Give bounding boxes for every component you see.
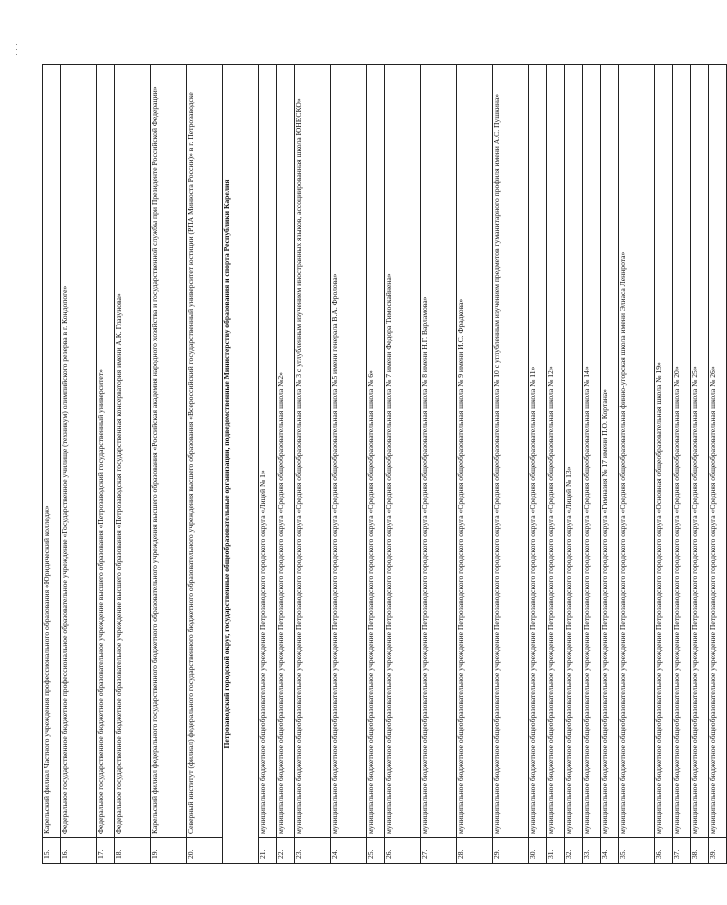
table-row — [259, 65, 277, 864]
row-number-cell: 19. — [151, 838, 187, 864]
organization-name-cell: Федеральное государственное бюджетное образовательное учреждение высшего образования «Петрозаводская государственная консерватория имени А.К. Глазунова» — [115, 65, 151, 838]
row-number-cell: 18. — [115, 838, 151, 864]
row-number-cell: 16. — [61, 838, 97, 864]
organization-name-cell: муниципальное бюджетное общеобразовательное учреждение Петрозаводского городского округа «Лицей № 1» — [259, 65, 277, 838]
section-header-row — [223, 65, 259, 864]
row-number-cell: 22. — [277, 838, 295, 864]
row-number-cell: 30. — [529, 838, 547, 864]
row-number-cell: 25. — [367, 838, 385, 864]
row-number-cell: 32. — [565, 838, 583, 864]
row-number-cell: 36. — [655, 838, 673, 864]
table-row — [709, 65, 727, 864]
table-row — [331, 65, 367, 864]
organization-name-cell: муниципальное бюджетное общеобразовательное учреждение Петрозаводского городского округа «Средняя общеобразовательная школа №2» — [277, 65, 295, 838]
table-row — [673, 65, 691, 864]
row-number-cell: 21. — [259, 838, 277, 864]
row-number-cell: 34. — [601, 838, 619, 864]
organization-name-cell: муниципальное бюджетное общеобразовательное учреждение Петрозаводского городского округа «Основная общеобразовательная школа № 19» — [655, 65, 673, 838]
organization-name-cell: муниципальное бюджетное общеобразовательное учреждение Петрозаводского городского округа «Средняя общеобразовательная школа № 9 имени И.С. Фрадкова» — [457, 65, 493, 838]
table-row — [529, 65, 547, 864]
organization-name-cell: Федеральное государственное бюджетное образовательное учреждение высшего образования «Петрозаводский государственный университет» — [97, 65, 115, 838]
table-row — [115, 65, 151, 864]
table-row — [547, 65, 565, 864]
organization-name-cell: муниципальное бюджетное общеобразовательное учреждение Петрозаводского городского округа «Средняя общеобразовательная школа № 11» — [529, 65, 547, 838]
row-number-cell: 39. — [709, 838, 727, 864]
table-row — [565, 65, 583, 864]
organization-name-cell: муниципальное бюджетное общеобразовательное учреждение Петрозаводского городского округа «Гимназия № 17 имени П.О. Кортана» — [601, 65, 619, 838]
organization-name-cell: муниципальное бюджетное общеобразовательное учреждение Петрозаводского городского округа «Средняя общеобразовательная школа № 26» — [709, 65, 727, 838]
table-row — [457, 65, 493, 864]
table-row — [295, 65, 331, 864]
row-number-cell: 37. — [673, 838, 691, 864]
organization-name-cell: муниципальное бюджетное общеобразовательное учреждение Петрозаводского городского округа «Лицей № 13» — [565, 65, 583, 838]
organization-name-cell: Карельский филиал федерального государственного бюджетного образовательного учреждения высшего образования «Российская академия народного хозяйства и государственной службы при Президенте Российской Федерации» — [151, 65, 187, 838]
organization-name-cell: Северный институт (филиал) федерального государственного бюджетного образовательного учреждения высшего образования «Всероссийский государственный университет юстиции (РПА Минюста России)» в г. Петрозаводске — [187, 65, 223, 838]
section-header-cell: Петрозаводский городской округ, государственные общеобразовательные организации, подведомственные Министерству образования и спорта Республики Карелия — [223, 65, 259, 864]
table-row — [385, 65, 421, 864]
row-number-cell: 29. — [493, 838, 529, 864]
organization-name-cell: муниципальное бюджетное общеобразовательное учреждение Петрозаводского городского округа «Средняя общеобразовательная школа № 14» — [583, 65, 601, 838]
row-number-cell: 15. — [43, 838, 61, 864]
row-number-cell: 31. — [547, 838, 565, 864]
table-row — [691, 65, 709, 864]
organization-name-cell: муниципальное бюджетное общеобразовательное учреждение Петрозаводского городского округа «Средняя общеобразовательная школа № 6» — [367, 65, 385, 838]
table-row — [583, 65, 601, 864]
organization-name-cell: муниципальное бюджетное общеобразовательное учреждение Петрозаводского городского округа «Средняя общеобразовательная школа №5 имени генерала В.А. Фролова» — [331, 65, 367, 838]
organization-name-cell: муниципальное бюджетное общеобразовательное учреждение Петрозаводского городского округа «Средняя общеобразовательная школа № 8 имени Н.Г. Варламова» — [421, 65, 457, 838]
table-row — [601, 65, 619, 864]
table-row — [655, 65, 673, 864]
organization-name-cell: Карельский филиал Частного учреждения профессионального образования «Юридический колледж» — [43, 65, 61, 838]
table-row — [97, 65, 115, 864]
organizations-table-body — [43, 65, 727, 864]
table-row — [43, 65, 61, 864]
row-number-cell: 35. — [619, 838, 655, 864]
row-number-cell: 33. — [583, 838, 601, 864]
row-number-cell: 24. — [331, 838, 367, 864]
row-number-cell: 26. — [385, 838, 421, 864]
organization-name-cell: муниципальное бюджетное общеобразовательное учреждение Петрозаводского городского округа «Средняя общеобразовательная школа № 20» — [673, 65, 691, 838]
organization-name-cell: муниципальное бюджетное общеобразовательное учреждение Петрозаводского городского округа «Средняя общеобразовательная школа № 12» — [547, 65, 565, 838]
table-row — [367, 65, 385, 864]
row-number-cell: 27. — [421, 838, 457, 864]
organization-name-cell: муниципальное бюджетное общеобразовательное учреждение Петрозаводского городского округа «Средняя общеобразовательная школа № 25» — [691, 65, 709, 838]
rotated-table-wrapper — [42, 64, 717, 864]
row-number-cell: 38. — [691, 838, 709, 864]
organization-name-cell: муниципальное бюджетное общеобразовательное учреждение Петрозаводского городского округа «Средняя общеобразовательная школа № 10 с углубленным изучением предметов гуманитарного профиля имени А.С. Пушкина» — [493, 65, 529, 838]
table-row — [277, 65, 295, 864]
row-number-cell: 28. — [457, 838, 493, 864]
scan-artifact-dots — [16, 40, 20, 70]
table-row — [493, 65, 529, 864]
table-row — [619, 65, 655, 864]
organization-name-cell: Федеральное государственное бюджетное профессиональное образовательное учреждение «Государственное училище (техникум) олимпийского резерва в г. Кондопоге» — [61, 65, 97, 838]
organization-name-cell: муниципальное бюджетное общеобразовательное учреждение Петрозаводского городского округа «Средняя общеобразовательная школа № 7 имени Федора Тимоскайнена» — [385, 65, 421, 838]
organizations-table — [42, 64, 727, 864]
row-number-cell: 20. — [187, 838, 223, 864]
row-number-cell: 17. — [97, 838, 115, 864]
table-row — [61, 65, 97, 864]
organization-name-cell: муниципальное бюджетное общеобразовательное учреждение Петрозаводского городского округа «Средняя общеобразовательная финно-угорская школа имени Элиаса Леннрота» — [619, 65, 655, 838]
table-row — [151, 65, 187, 864]
table-row — [421, 65, 457, 864]
row-number-cell: 23. — [295, 838, 331, 864]
organization-name-cell: муниципальное бюджетное общеобразовательное учреждение Петрозаводского городского округа «Средняя общеобразовательная школа № 3 с углубленным изучением иностранных языков, ассоциированная школа ЮНЕСКО» — [295, 65, 331, 838]
table-row — [187, 65, 223, 864]
